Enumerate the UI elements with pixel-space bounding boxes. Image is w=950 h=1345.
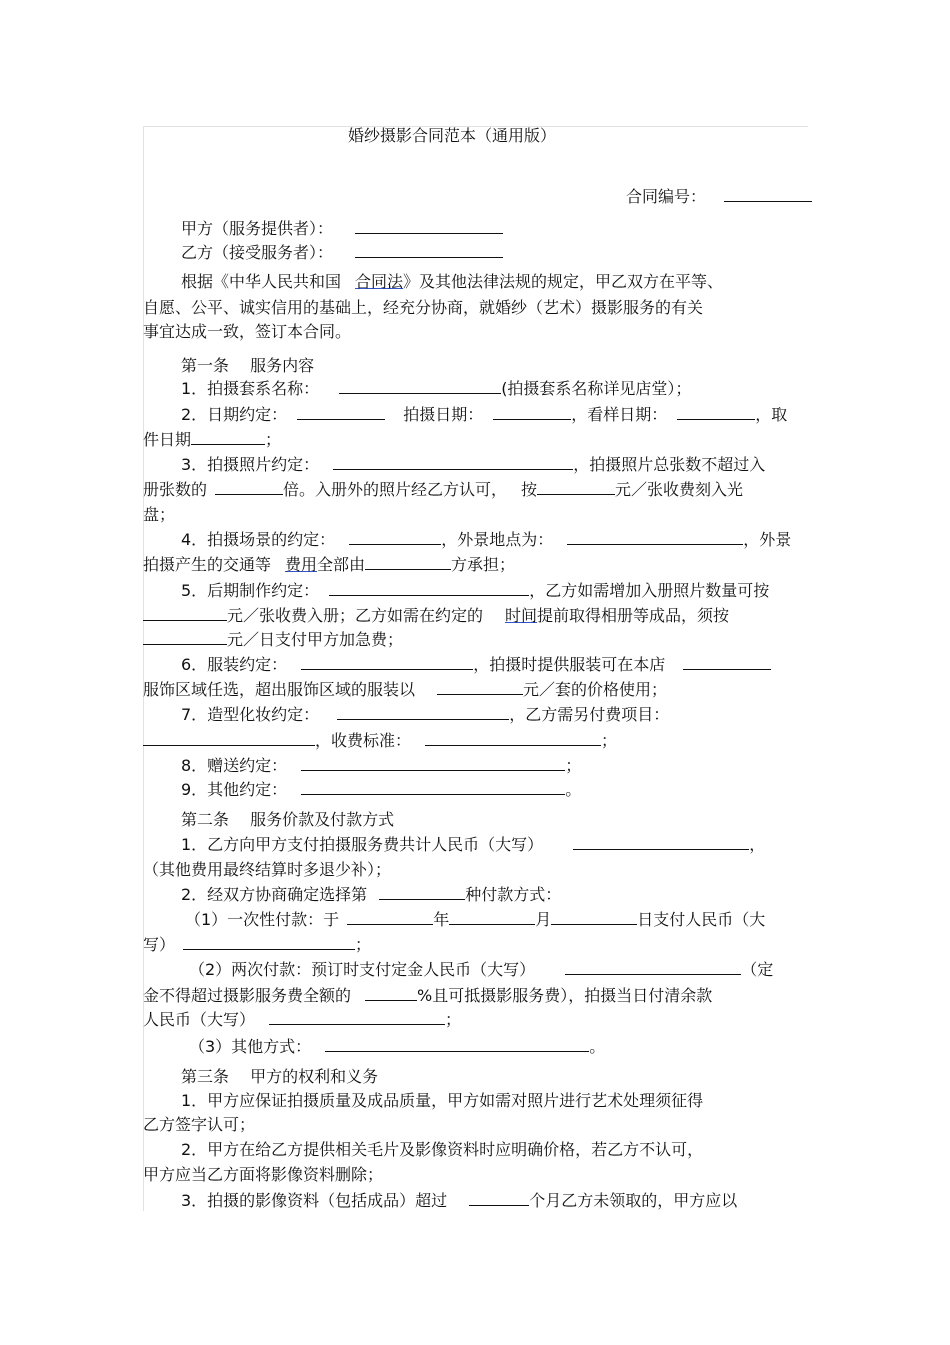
party-b-blank (355, 243, 503, 258)
clause-2-4-cont: 金不得超过摄影服务费全额的 %且可抵摄影服务费），拍摄当日付清余款 (143, 986, 713, 1005)
clause-1-2-cont: 件日期 ； (143, 430, 282, 449)
clause-1-5-end: 元／日支付甲方加急费； (143, 630, 403, 650)
clause-2-3-cont: 写） ； (143, 935, 372, 954)
clause-1-8: 8．赠送约定： ； (181, 756, 582, 775)
clause-2-1-cont: （其他费用最终结算时多退少补）； (143, 860, 392, 879)
clause-1-3: 3．拍摄照片约定： ，拍摄照片总张数不超过入 (181, 455, 766, 474)
clause-2-2: 2．经双方协商确定选择第 种付款方式： (181, 885, 562, 904)
document-body (143, 0, 807, 1345)
contract-law-link[interactable]: 合同法 (355, 272, 404, 291)
clause-2-1: 1．乙方向甲方支付拍摄服务费共计人民币（大写） ， (181, 835, 766, 854)
clause-3-3: 3．拍摄的影像资料（包括成品）超过 个月乙方未领取的，甲方应以 (181, 1191, 738, 1210)
clause-1-5-cont: 元／张收费入册；乙方如需在约定的 时间提前取得相册等成品，须按 (143, 606, 729, 626)
clause-2-3: （1）一次性付款：于 年 月 日支付人民币（大 (185, 910, 766, 929)
fee-link[interactable]: 费用 (285, 555, 318, 574)
clause-1-6: 6．服装约定： ，拍摄时提供服装可在本店 (181, 655, 771, 675)
party-a-line: 甲方（服务提供者）： (181, 219, 503, 239)
clause-1-6-cont: 服饰区域任选，超出服饰区域的服装以 元／套的价格使用； (143, 680, 668, 699)
intro-line-2: 自愿、公平、诚实信用的基础上，经充分协商，就婚纱（艺术）摄影服务的有关 (143, 298, 704, 317)
clause-1-3-cont: 册张数的 倍。入册外的照片经乙方认可， 按 元／张收费刻入光 (143, 480, 744, 499)
clause-1-4-cont: 拍摄产生的交通等 费用全部由 方承担； (143, 555, 516, 574)
clause-1-7: 7．造型化妆约定： ，乙方需另付费项目： (181, 705, 670, 724)
clause-1-1: 1．拍摄套系名称： (拍摄套系名称详见店堂）； (181, 379, 692, 398)
document-title: 婚纱摄影合同范本（通用版） (348, 126, 557, 145)
intro-line-3: 事宜达成一致，签订本合同。 (143, 322, 352, 341)
article-3-heading: 第三条 甲方的权利和义务 (181, 1067, 379, 1086)
clause-1-4: 4．拍摄场景的约定： ，外景地点为： ，外景 (181, 530, 792, 549)
clause-2-4: （2）两次付款：预订时支付定金人民币（大写） （定 (189, 960, 774, 979)
clause-1-9: 9．其他约定： 。 (181, 780, 582, 799)
contract-number-blank (724, 187, 812, 202)
article-1-heading: 第一条 服务内容 (181, 356, 315, 375)
intro-line-1: 根据《中华人民共和国 合同法》及其他法律法规的规定，甲乙双方在平等、 (181, 272, 724, 291)
clause-2-4-end: 人民币（大写） ； (143, 1010, 462, 1029)
party-a-blank (355, 219, 503, 234)
clause-1-7-cont: ，收费标准： ； (143, 731, 617, 751)
party-b-line: 乙方（接受服务者）： (181, 243, 503, 263)
clause-3-2-cont: 甲方应当乙方面将影像资料删除； (143, 1165, 384, 1184)
clause-1-5: 5．后期制作约定： ，乙方如需增加入册照片数量可按 (181, 581, 770, 600)
clause-3-1: 1．甲方应保证拍摄质量及成品质量，甲方如需对照片进行艺术处理须征得 (181, 1091, 704, 1110)
clause-3-1-cont: 乙方签字认可； (143, 1115, 256, 1134)
contract-number-line: 合同编号： (626, 187, 812, 207)
clause-1-3-end: 盘； (143, 505, 176, 524)
time-link[interactable]: 时间 (505, 606, 538, 625)
clause-3-2: 2．甲方在给乙方提供相关毛片及影像资料时应明确价格，若乙方不认可， (181, 1140, 704, 1159)
article-2-heading: 第二条 服务价款及付款方式 (181, 810, 395, 829)
clause-1-2: 2．日期约定： 拍摄日期： ，看样日期： ，取 (181, 405, 788, 424)
clause-2-5: （3）其他方式： 。 (189, 1037, 606, 1056)
